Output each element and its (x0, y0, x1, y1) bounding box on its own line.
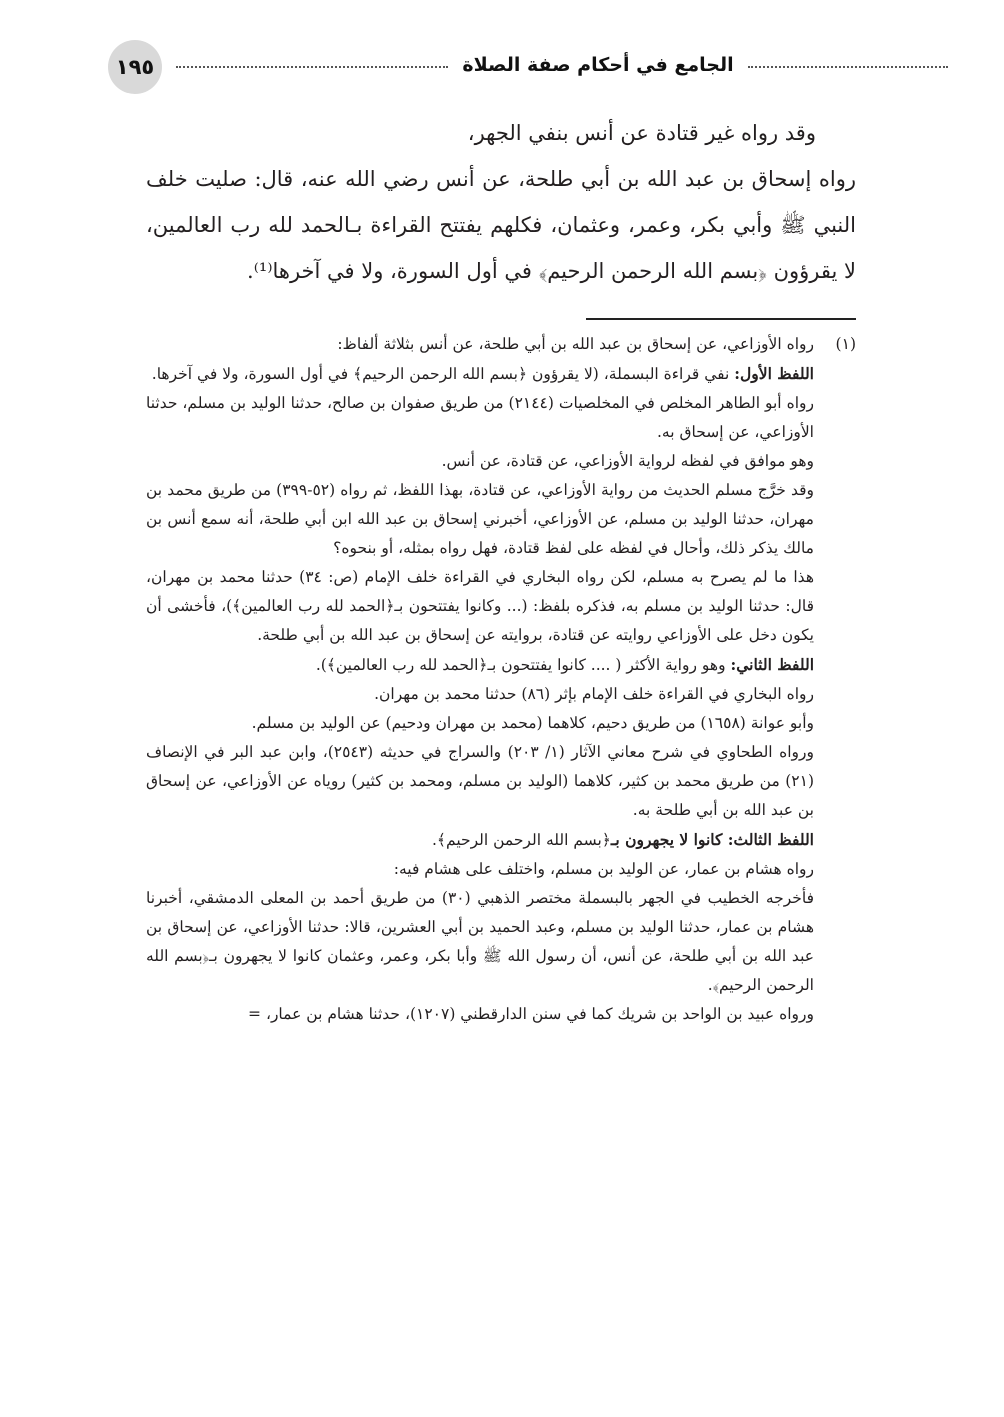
header-dotted-rule-left (176, 66, 448, 68)
footnote-line: وهو موافق في لفظه لرواية الأوزاعي، عن قتادة، عن أنس. (441, 452, 814, 470)
footnote-line: اللفظ الثالث: كانوا لا يجهرون بـ﴿بسم الله الرحمن الرحيم﴾. (432, 830, 814, 849)
footnote-line: ورواه الطحاوي في شرح معاني الآثار (١/ ٢٠٣) والسراج في حديثه (٢٥٤٣)، وابن عبد البر في الإنصاف (٢١) من طريق محمد بن كثير، كلاهما (الوليد بن مسلم، ومحمد بن كثير) روياه عن الأوزاعي، عن إسحاق بن عبد الله بن أبي طلحة به. (146, 743, 814, 819)
term-label: اللفظ الأول: (734, 364, 814, 383)
footnote-line: وقد خرَّج مسلم الحديث من رواية الأوزاعي، عن قتادة، بهذا اللفظ، ثم رواه (٥٢-٣٩٩) من طريق محمد بن مهران، حدثنا الوليد بن مسلم، عن الأوزاعي، أخبرني إسحاق بن عبد الله ابن أبي طلحة، أنه سمع أنس بن مالك يذكر ذلك، وأحال في لفظه على لفظ قتادة، فهل رواه بمثله، أو بنحوه؟ (146, 481, 814, 557)
main-text (146, 110, 856, 294)
footnote-line: هذا ما لم يصرح به مسلم، لكن رواه البخاري في القراءة خلف الإمام (ص: ٣٤) حدثنا محمد بن مهران، قال: حدثنا الوليد بن مسلم به، فذكره بلفظ: (... وكانوا يفتتحون بـ﴿الحمد لله رب العالمين﴾)، فأخشى أن يكون دخل على الأوزاعي روايته عن قتادة، بروايته عن إسحاق بن عبد الله بن أبي طلحة. (146, 568, 814, 644)
term-label: اللفظ الثاني: (730, 655, 814, 674)
footnote-line: اللفظ الأول: نفي قراءة البسملة، (لا يقرؤون ﴿بسم الله الرحمن الرحيم﴾ في أول السورة، ولا في آخرها. (151, 364, 814, 383)
footnote-separator (586, 318, 856, 320)
footnote-line: رواه أبو الطاهر المخلص في المخلصيات (٢١٤٤) من طريق صفوان بن صالح، حدثنا الوليد بن مسلم، حدثنا الأوزاعي، عن إسحاق به. (146, 394, 814, 441)
footnote-number: (١) (835, 335, 856, 353)
footnote-line: رواه هشام بن عمار، عن الوليد بن مسلم، واختلف على هشام فيه: (393, 860, 814, 878)
footnote-line: (١)رواه الأوزاعي، عن إسحاق بن عبد الله بن أبي طلحة، عن أنس بثلاثة ألفاظ: (146, 330, 856, 359)
main-paragraph: رواه إسحاق بن عبد الله بن أبي طلحة، عن أنس رضي الله عنه، قال: صليت خلف النبي ﷺ وأبي بكر، وعمر، وعثمان، فكلهم يفتتح القراءة بـالحمد لله رب العالمين، لا يقرؤون ﴿بسم الله الرحمن الرحيم﴾ في أول السورة، ولا في آخرها⁽¹⁾. (146, 167, 856, 283)
footnote-line: ورواه عبيد بن الواحد بن شريك كما في سنن الدارقطني (١٢٠٧)، حدثنا هشام بن عمار، = (248, 1005, 814, 1023)
page-header (108, 40, 848, 96)
running-title: الجامع في أحكام صفة الصلاة (462, 54, 734, 76)
page-number: ١٩٥ (108, 40, 162, 94)
footnote-line: اللفظ الثاني: وهو رواية الأكثر ( .... كانوا يفتتحون بـ﴿الحمد لله رب العالمين﴾). (315, 655, 814, 674)
footnote-line: وأبو عوانة (١٦٥٨) من طريق دحيم، كلاهما (محمد بن مهران ودحيم) عن الوليد بن مسلم. (251, 714, 814, 732)
main-paragraph: وقد رواه غير قتادة عن أنس بنفي الجهر، (467, 121, 816, 145)
footnote-line: رواه البخاري في القراءة خلف الإمام بإثر (٨٦) حدثنا محمد بن مهران. (374, 685, 814, 703)
footnotes (146, 330, 856, 1029)
header-dotted-rule-right (748, 66, 948, 68)
footnote-line: فأخرجه الخطيب في الجهر بالبسملة مختصر الذهبي (٣٠) من طريق أحمد بن المعلى الدمشقي، أخبرنا هشام بن عمار، حدثنا الوليد بن مسلم، وعبد الحميد بن أبي العشرين، قالا: حدثنا الأوزاعي، عن إسحاق بن عبد الله بن أبي طلحة، عن أنس، أن رسول الله ﷺ وأبا بكر، وعمر، وعثمان كانوا لا يجهرون بـ﴿بسم الله الرحمن الرحيم﴾. (146, 889, 814, 994)
term-label: اللفظ الثالث: كانوا لا يجهرون بـ (610, 830, 814, 849)
